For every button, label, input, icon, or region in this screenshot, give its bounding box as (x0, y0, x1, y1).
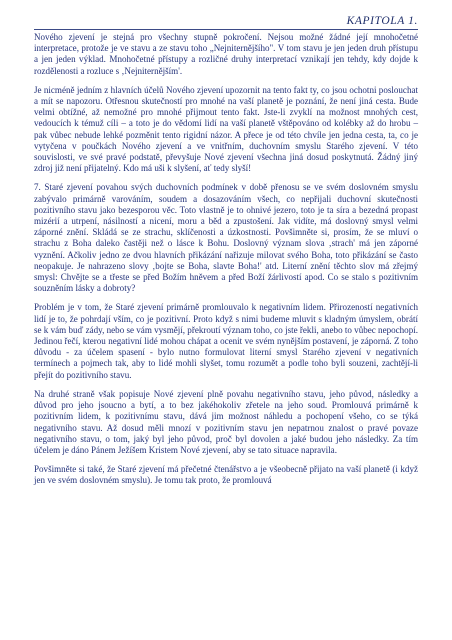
paragraph-6: Povšimněte si také, že Staré zjevení má přečetné čtenářstvo a je všeobecně přijato na vaší planetě (i když jen ve svém doslovném smyslu). Je tomu tak proto, že promlouvá (34, 464, 418, 486)
paragraph-2: Je nicméně jedním z hlavních účelů Nového zjevení upozornit na tento fakt ty, co jsou ochotni poslouchat a mít se napozoru. Otřesnou skutečností pro mnohé na vaší planetě je poznání, že není jiná cesta. Bude velmi obtížné, až nemožné pro mnohé přijmout tento fakt. Jste-li zvyklí na možnost mnohých cest, vedoucích k témuž cíli – a toto je do vědomí lidí na vaší planetě vštěpováno od kolébky až do hrobu – pak vůbec nebude lehké pozměnit tento rigidní názor. A přece je od této chvíle jen jedna cesta, ta, co je vytyčena v poučkách Nového zjevení a ve vnitřním, duchovním smyslu Starého zjevení. V této souvislosti, ve své pravé podstatě, převyšuje Nové zjevení všechna jiná dosud poskytnutá. Žádný jiný zdroj již není přijatelný. Kdo má uši k slyšení, ať tedy slyší! (34, 84, 418, 174)
header-divider (34, 29, 418, 30)
chapter-heading: KAPITOLA 1. (346, 15, 418, 27)
paragraph-1: Nového zjevení je stejná pro všechny stupně pokročení. Nejsou možné žádné její mnohočetné interpretace, protože je ve stavu a ze stavu toho „Nejniternějšího". V tom stavu je jen jeden druh přístupu a jen jeden výklad. Mnohočetné přístupy a rozličné druhy interpretací vznikají jen tehdy, kdy dojde k rozdělenosti a rozluce s ‚Nejniternějším'. (34, 32, 418, 76)
paragraph-4: Problém je v tom, že Staré zjevení primárně promlouvalo k negativním lidem. Přirozeností negativních lidí je to, že pohrdají vším, co je pozitivní. Proto když s nimi budeme mluvit s kladným úmyslem, obrátí se k vám buď zády, nebo se vám vysmějí, překroutí význam toho, co jste řekli, anebo to vůbec nepochopí. Jedinou řečí, kterou negativní lidé mohou chápat a ocenit ve svém nynějším postavení, je záporná. Z toho důvodu - za účelem spasení - bylo nutno formulovat literní smysl Starého zjevení v negativních termínech a pojmech tak, aby to lidé mohli slyšet, tomu rozumět a podle toho byli souzeni, zachtějí-li přejít do pozitivního stavu. (34, 302, 418, 380)
paragraph-5: Na druhé straně však popisuje Nové zjevení plně povahu negativního stavu, jeho původ, následky a důvod pro jeho jsoucno a bytí, a to bez jakéhokoliv zřetele na jeho soud. Promlouvá primárně k pozitivním lidem, k pozitivnímu stavu, dává jim možnost náhledu a pochopení všeho, co se týká negativního stavu. Až dosud měli mnozí v pozitivním stavu jen nepatrnou znalost o pravé povaze negativního stavu, o tom, jaký byl jeho původ, proč byl dovolen a jaké budou jeho následky. Za tím účelem je dáno Pánem Ježíšem Kristem Nové zjevení, aby se tato situace napravila. (34, 388, 418, 455)
paragraph-3: 7. Staré zjevení povahou svých duchovních podmínek v době přenosu se ve svém doslovném smyslu zabývalo primárně varováním, soudem a dosazováním všech, co nepřijali duchovní skutečnosti pozitivního stavu jako bezesporou věc. Toto vlastně je to ohnivé jezero, toto je ta síra a bezedná propast mizérií a utrpení, násilností a nicení, moru a běd a zpustošení. Jak vidíte, má doslovný smysl velmi záporné znění. Skládá se ze strachu, sklíčenosti a úzkostnosti. Povšimněte si, prosím, že se mluví o strachu z Boha daleko častěji než o lásce k Bohu. Doslovný význam slova ‚strach' má jen záporné vyznění. Ačkoliv jedno ze dvou hlavních přikázání nařizuje milovat svého Boha, toto přikázání se často neopakuje. Je nahrazeno slovy ‚bojte se Boha, slavte Boha!' atd. Literní znění těchto slov má zřejmý smysl: Chvějte se a třeste se před Božím hněvem a před Boží žárlivostí apod. Co se stalo s pozitivním souzněním lásky a dobroty? (34, 182, 418, 294)
